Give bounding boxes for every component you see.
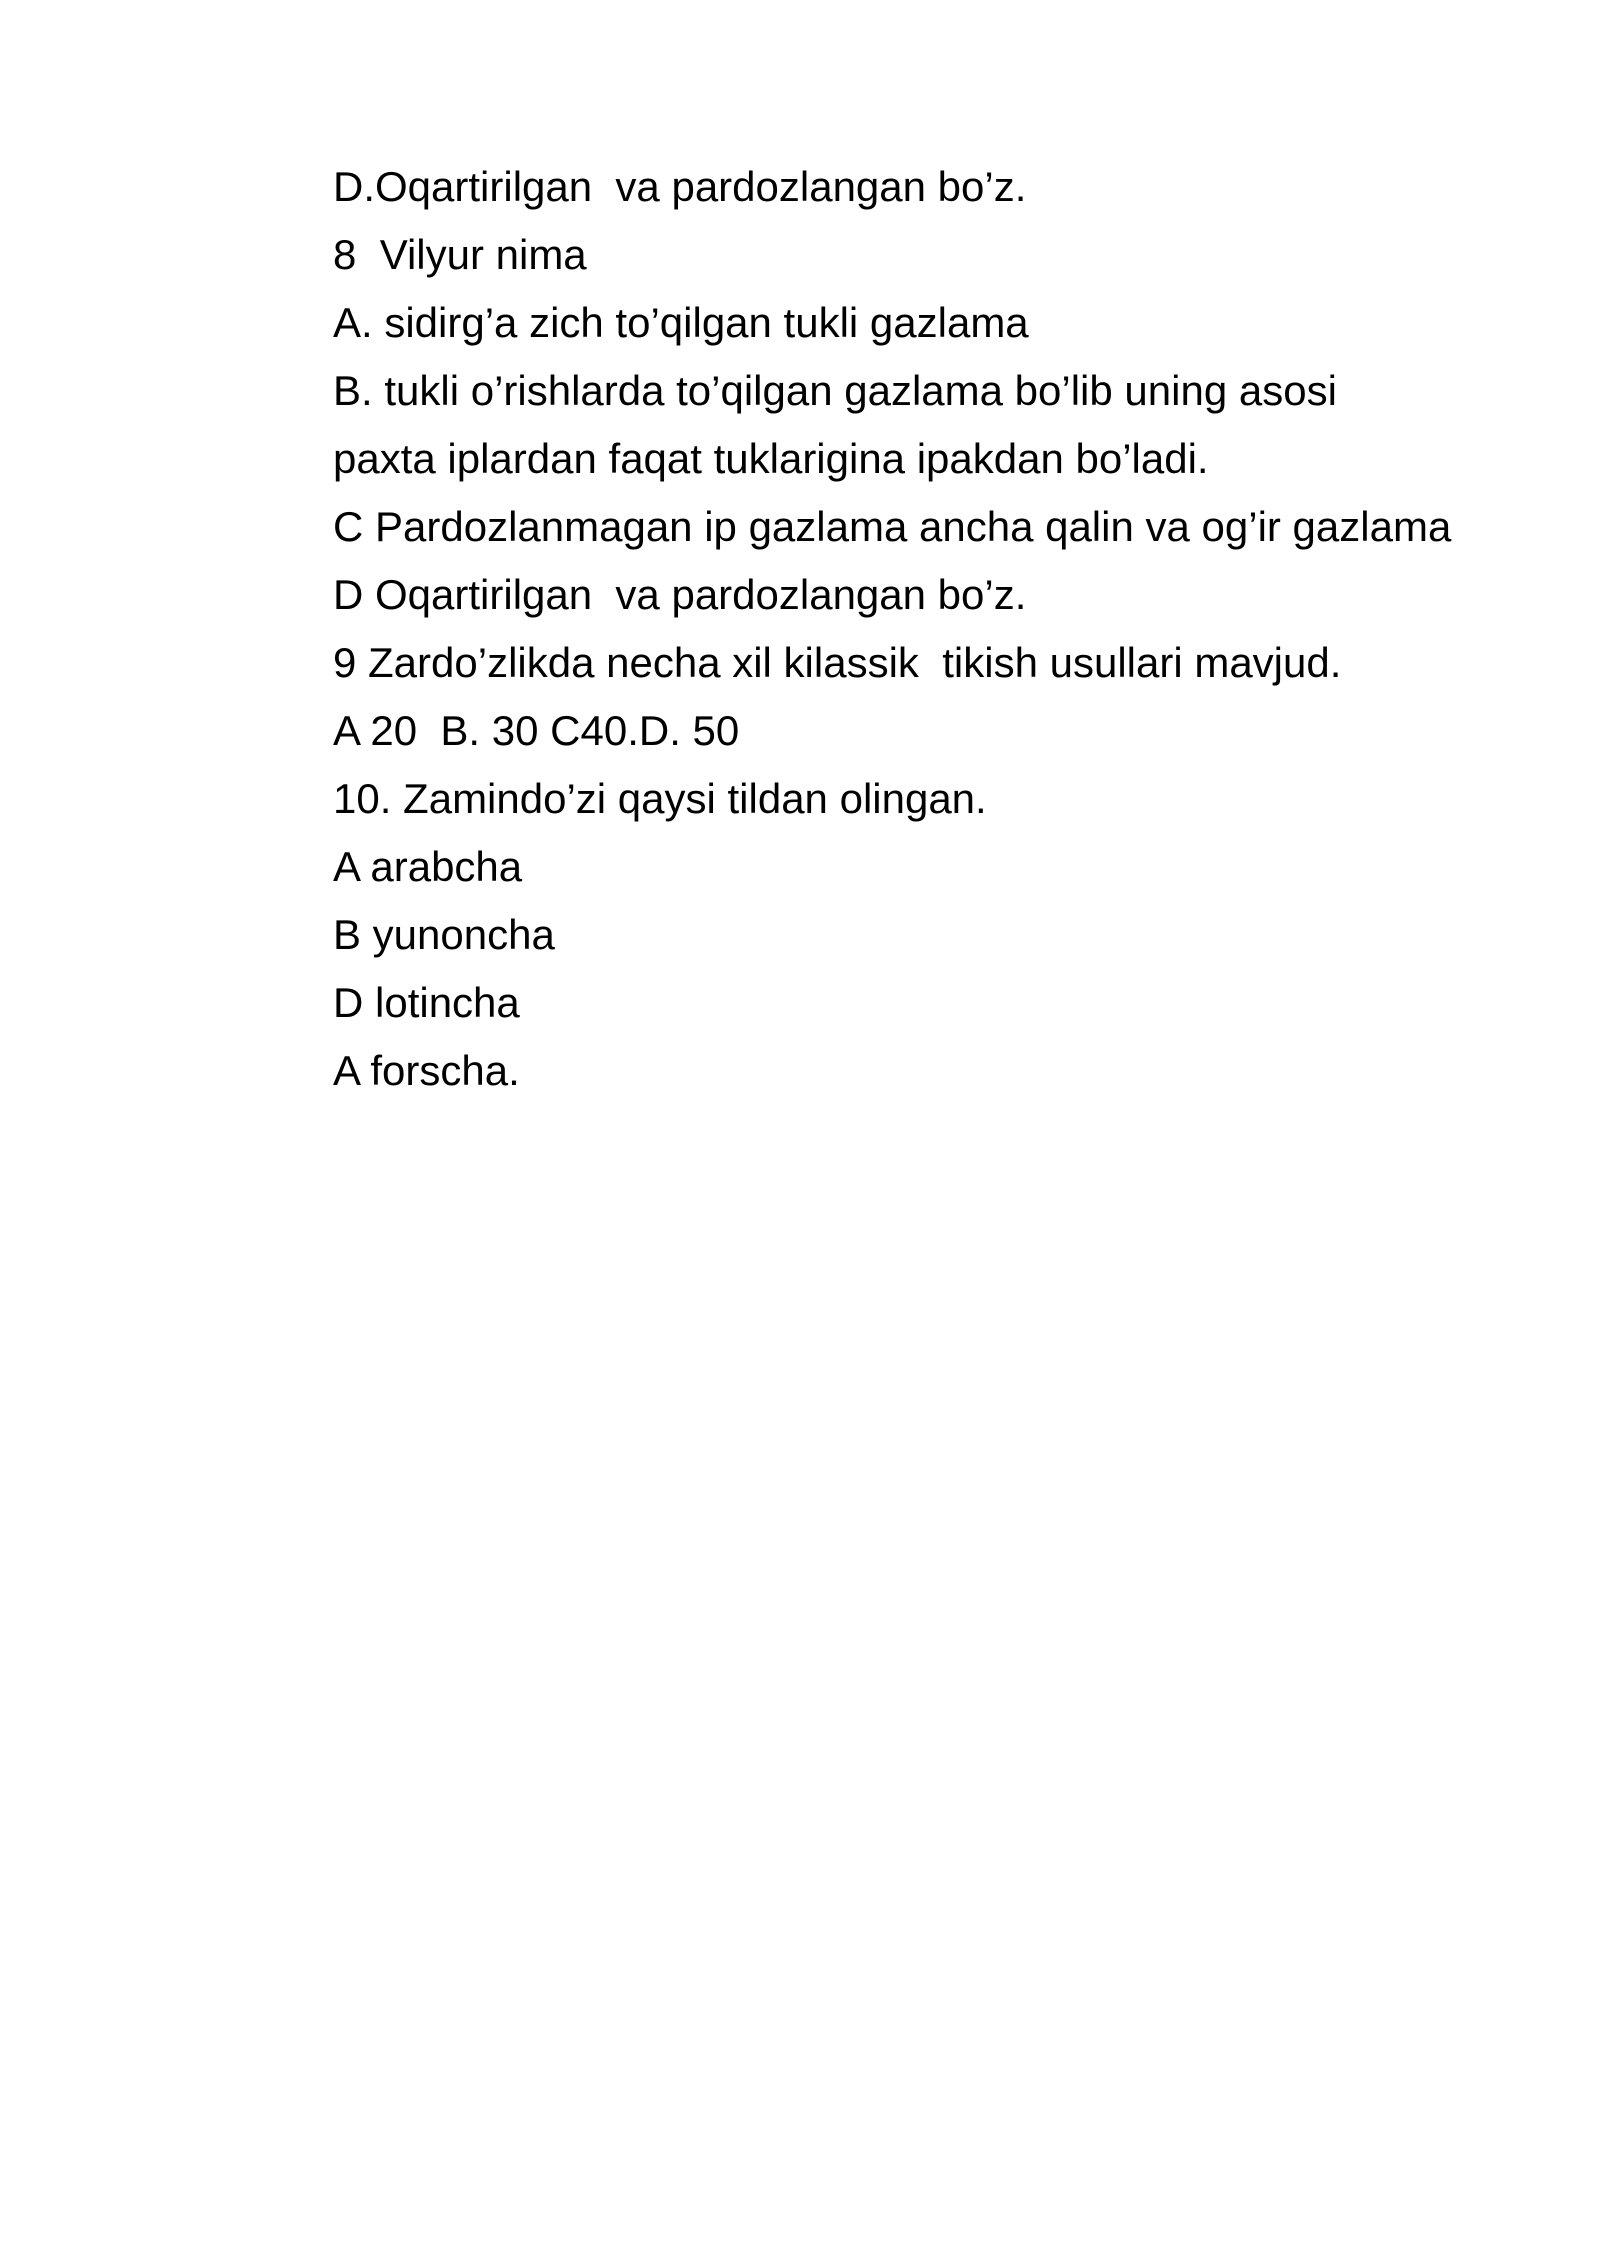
answer-option-d-q8: D Oqartirilgan va pardozlangan bo’z. <box>333 571 1027 618</box>
question-10: 10. Zamindo’zi qaysi tildan olingan. <box>333 775 987 822</box>
answer-option-b-q8-continued: paxta iplardan faqat tuklarigina ipakdan bo’ladi. <box>333 435 1209 482</box>
question-9: 9 Zardo’zlikda necha xil kilassik tikish usullari mavjud. <box>333 639 1342 686</box>
answer-option-a2-q10: A forscha. <box>333 1047 520 1094</box>
answer-option-d-q7: D.Oqartirilgan va pardozlangan bo’z. <box>333 163 1027 210</box>
answer-option-d-q10: D lotincha <box>333 979 520 1026</box>
answer-option-c-q8: C Pardozlanmagan ip gazlama ancha qalin va og’ir gazlama <box>333 503 1452 550</box>
answer-option-a-q8: A. sidirg’a zich to’qilgan tukli gazlama <box>333 299 1029 346</box>
question-8: 8 Vilyur nima <box>333 231 587 278</box>
answer-options-q9: A 20 B. 30 C40.D. 50 <box>333 707 740 754</box>
answer-option-b-q10: B yunoncha <box>333 911 555 958</box>
document-body <box>333 153 1563 1105</box>
answer-option-a-q10: A arabcha <box>333 843 523 890</box>
answer-option-b-q8: B. tukli o’rishlarda to’qilgan gazlama bo’lib uning asosi <box>333 367 1337 414</box>
